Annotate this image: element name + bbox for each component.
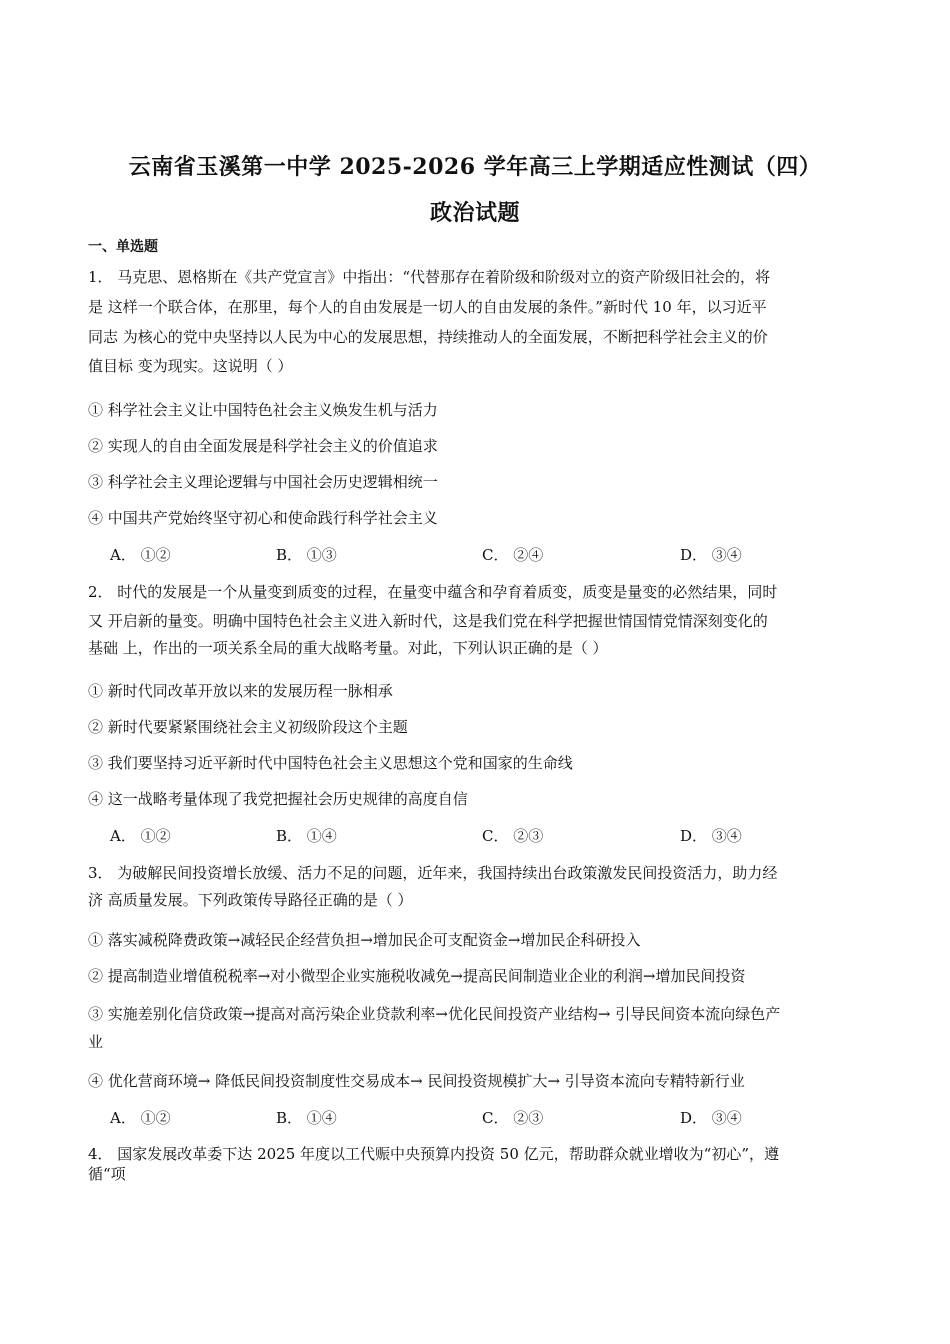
option-d[interactable]: D． ③④ [680,1109,742,1127]
page-subtitle: 政治试题 [429,200,520,226]
option-a[interactable]: A． ①② [110,546,171,564]
option-b[interactable]: B． ①③ [276,546,337,564]
statement: ② 实现人的自由全面发展是科学社会主义的价值追求 [88,437,438,455]
section-heading: 一、单选题 [88,239,158,255]
statement: ① 落实减税降费政策→减轻民企经营负担→增加民企可支配资金→增加民企科研投入 [88,931,641,949]
answer-options [110,544,890,564]
question-text-line: 同志 为核心的党中央坚持以人民为中心的发展思想，持续推动人的全面发展，不断把科学社会主义的价 [88,328,768,346]
question-text-line: 济 高质量发展。下列政策传导路径正确的是（ ） [88,891,413,909]
statement: ② 提高制造业增值税税率→对小微型企业实施税收减免→提高民间制造业企业的利润→增加民间投资 [88,967,746,985]
question-text-line: 是 这样一个联合体，在那里，每个人的自由发展是一切人的自由发展的条件。”新时代 10 年，以习近平 [88,298,767,316]
question-text-line: 循“项 [88,1165,126,1183]
statement: ② 新时代要紧紧围绕社会主义初级阶段这个主题 [88,718,408,736]
question-text-line: 2． 时代的发展是一个从量变到质变的过程，在量变中蕴含和孕育着质变，质变是量变的必然结果，同时 [88,583,778,601]
statement: ③ 实施差别化信贷政策→提高对高污染企业贷款利率→优化民间投资产业结构→ 引导民间资本流向绿色产 [88,1005,781,1023]
statement: ④ 优化营商环境→ 降低民间投资制度性交易成本→ 民间投资规模扩大→ 引导资本流向专精特新行业 [88,1072,745,1090]
page-title: 云南省玉溪第一中学 2025-2026 学年高三上学期适应性测试（四） [128,154,822,180]
statement: ④ 中国共产党始终坚守初心和使命践行科学社会主义 [88,509,438,527]
question-text-line: 3． 为破解民间投资增长放缓、活力不足的问题，近年来，我国持续出台政策激发民间投资活力，助力经 [88,864,778,882]
option-c[interactable]: C． ②③ [482,1109,544,1127]
option-a[interactable]: A． ①② [110,827,171,845]
statement: ③ 科学社会主义理论逻辑与中国社会历史逻辑相统一 [88,473,438,491]
statement: ① 科学社会主义让中国特色社会主义焕发生机与活力 [88,401,438,419]
question-text-line: 1． 马克思、恩格斯在《共产党宣言》中指出：“代替那存在着阶级和阶级对立的资产阶级旧社会的，将 [88,268,770,286]
statement: ④ 这一战略考量体现了我党把握社会历史规律的高度自信 [88,790,468,808]
option-b[interactable]: B． ①④ [276,827,337,845]
answer-options [110,825,890,845]
question-text-line: 又 开启新的量变。明确中国特色社会主义进入新时代，这是我们党在科学把握世情国情党情深刻变化的 [88,612,768,630]
answer-options [110,1107,890,1127]
question-text-line: 值目标 变为现实。这说明（ ） [88,357,293,375]
option-a[interactable]: A． ①② [110,1109,171,1127]
statement: ① 新时代同改革开放以来的发展历程一脉相承 [88,682,393,700]
option-c[interactable]: C． ②④ [482,546,544,564]
statement: 业 [88,1033,104,1051]
option-c[interactable]: C． ②③ [482,827,544,845]
option-d[interactable]: D． ③④ [680,546,742,564]
question-text-line: 4． 国家发展改革委下达 2025 年度以工代赈中央预算内投资 50 亿元，帮助群众就业增收为“初心”，遵 [88,1145,779,1163]
question-text-line: 基础 上，作出的一项关系全局的重大战略考量。对此，下列认识正确的是（ ） [88,639,608,657]
option-d[interactable]: D． ③④ [680,827,742,845]
option-b[interactable]: B． ①④ [276,1109,337,1127]
statement: ③ 我们要坚持习近平新时代中国特色社会主义思想这个党和国家的生命线 [88,754,573,772]
